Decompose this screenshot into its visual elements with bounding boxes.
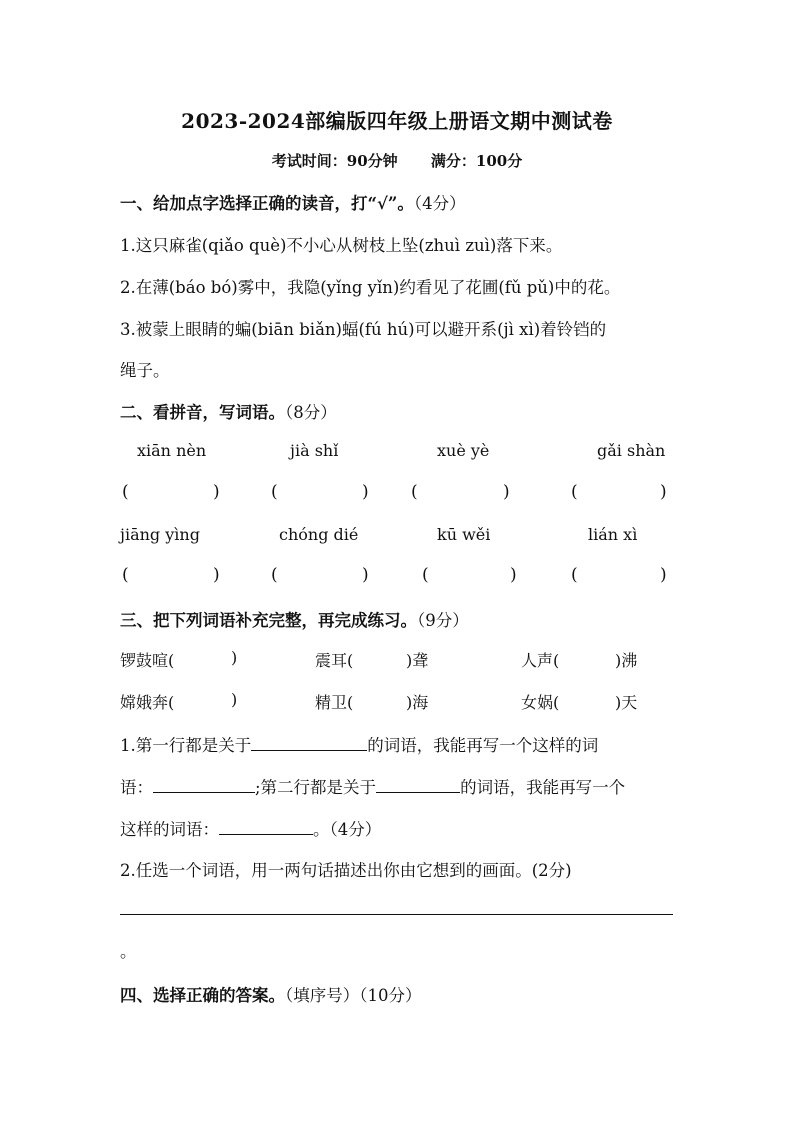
section-1-item-3: 3.被蒙上眼睛的蝙(biān biǎn)蝠(fú hú)可以避开系(jì xì)着铃铛的: [120, 320, 607, 339]
idiom-2-end: )聋: [406, 651, 429, 670]
answer-box-7-close: ): [510, 565, 517, 585]
answer-box-2-open[interactable]: (: [271, 482, 278, 502]
full-score: 满分：100分: [430, 152, 523, 170]
pinyin-4: gǎi shàn: [597, 441, 666, 460]
idiom-6-start[interactable]: 女娲(: [521, 693, 560, 712]
exam-title: 2023-2024部编版四年级上册语文期中测试卷: [181, 109, 613, 133]
idiom-5-end: )海: [406, 693, 429, 712]
pinyin-8: lián xì: [588, 525, 638, 544]
answer-box-1-open[interactable]: (: [122, 482, 129, 502]
pinyin-6: chóng dié: [279, 525, 359, 544]
answer-blank-2[interactable]: [153, 778, 255, 793]
answer-box-6-open[interactable]: (: [271, 565, 278, 585]
answer-box-3-open[interactable]: (: [411, 482, 418, 502]
section-1-heading: 一、给加点字选择正确的读音，打“√”。（4分）: [120, 194, 466, 213]
answer-blank-4[interactable]: [219, 820, 313, 835]
section-1-item-2: 2.在薄(báo bó)雾中，我隐(yǐng yǐn)约看见了花圃(fǔ pǔ)中的花。: [120, 278, 621, 297]
idiom-3-end: )沸: [615, 651, 638, 670]
section-4-heading: 四、选择正确的答案。（填序号）（10分）: [120, 986, 422, 1005]
section-1-item-3-cont: 绳子。: [120, 361, 170, 380]
idiom-4-start[interactable]: 嫦娥奔(: [120, 693, 175, 712]
answer-box-2-close: ): [362, 482, 369, 502]
pinyin-7: kū wěi: [437, 525, 491, 544]
section-3-q1-line-3: 这样的词语： 。（4分）: [120, 820, 382, 839]
section-3-q1-line-1: 1.第一行都是关于 的词语，我能再写一个这样的词: [120, 736, 599, 755]
answer-box-8-close: ): [660, 565, 667, 585]
answer-box-4-close: ): [660, 482, 667, 502]
section-2-heading: 二、看拼音，写词语。（8分）: [120, 403, 337, 422]
idiom-5-start[interactable]: 精卫(: [315, 693, 354, 712]
pinyin-5: jiāng yìng: [120, 525, 200, 544]
answer-box-1-close: ): [213, 482, 220, 502]
answer-box-6-close: ): [362, 565, 369, 585]
section-1-item-1: 1.这只麻雀(qiǎo què)不小心从树枝上坠(zhuì zuì)落下来。: [120, 236, 563, 255]
pinyin-3: xuè yè: [437, 441, 490, 460]
section-3-q2: 2.任选一个词语，用一两句话描述出你由它想到的画面。(2分): [120, 861, 572, 880]
idiom-3-start[interactable]: 人声(: [521, 651, 560, 670]
idiom-6-end: )天: [615, 693, 638, 712]
exam-info: [0, 150, 794, 171]
pinyin-2: jià shǐ: [290, 441, 339, 460]
answer-line-end: 。: [120, 942, 137, 961]
pinyin-1: xiān nèn: [137, 441, 207, 460]
answer-box-5-close: ): [213, 565, 220, 585]
answer-line[interactable]: [120, 914, 673, 915]
idiom-2-start[interactable]: 震耳(: [315, 651, 354, 670]
exam-time: 考试时间：90分钟: [271, 152, 398, 170]
answer-blank-1[interactable]: [251, 736, 367, 751]
answer-blank-3[interactable]: [376, 778, 460, 793]
idiom-1-start[interactable]: 锣鼓喧(: [120, 651, 175, 670]
answer-box-7-open[interactable]: (: [422, 565, 429, 585]
answer-box-8-open[interactable]: (: [571, 565, 578, 585]
section-3-heading: 三、把下列词语补充完整，再完成练习。（9分）: [120, 611, 469, 630]
idiom-4-end: ): [231, 690, 238, 709]
answer-box-4-open[interactable]: (: [571, 482, 578, 502]
answer-box-3-close: ): [503, 482, 510, 502]
answer-box-5-open[interactable]: (: [122, 565, 129, 585]
idiom-1-end: ): [231, 648, 238, 667]
section-3-q1-line-2: 语： ;第二行都是关于 的词语，我能再写一个: [120, 778, 626, 797]
